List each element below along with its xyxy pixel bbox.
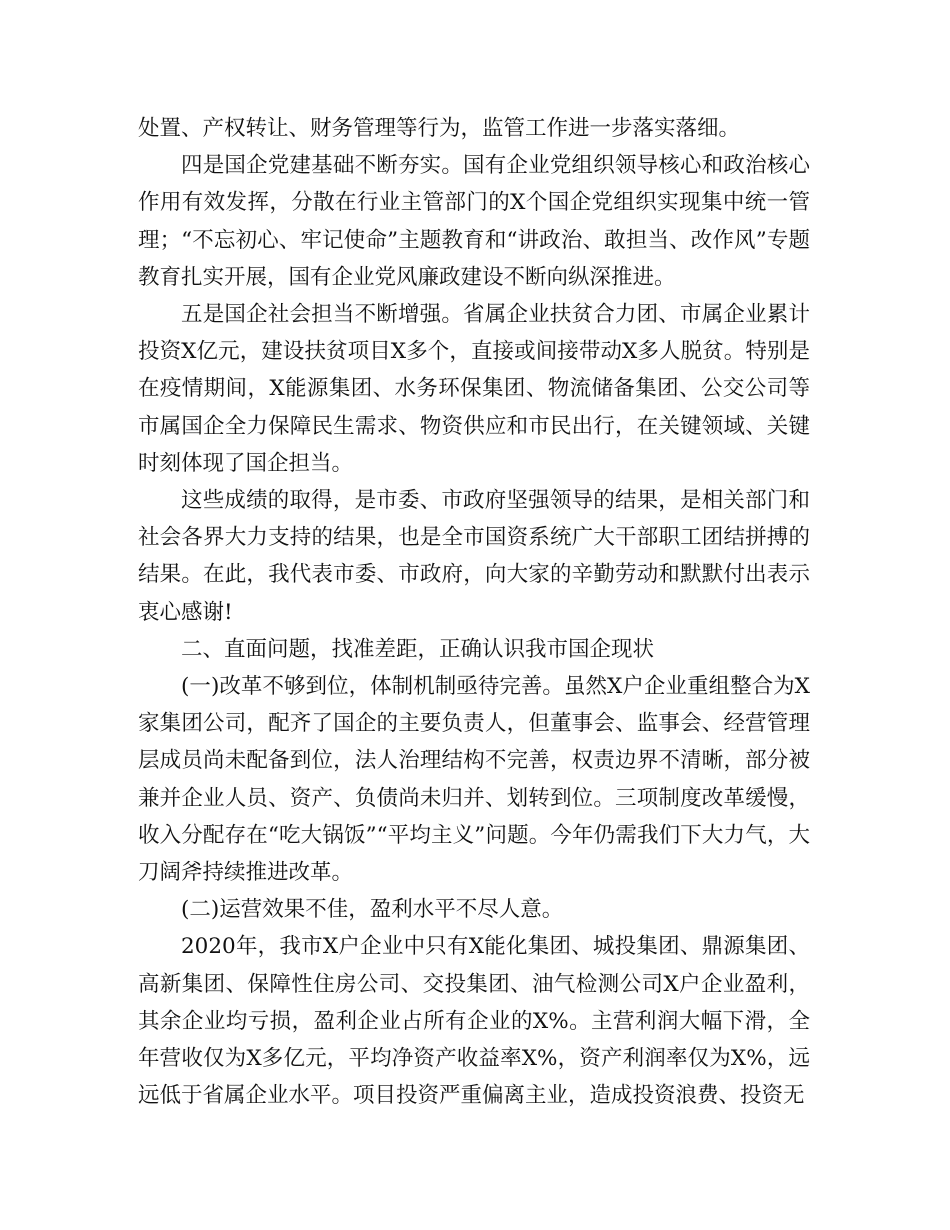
paragraph-social-responsibility: 五是国企社会担当不断增强。省属企业扶贫合力团、市属企业累计投资X亿元，建设扶贫项目X多个，直接或间接带动X多人脱贫。特别是在疫情期间，X能源集团、水务环保集团、物流储备集团、公交公司等市属国企全力保障民生需求、物资供应和市民出行，在关键领域、关键时刻体现了国企担当。 [138, 302, 810, 476]
paragraph-continued: 处置、产权转让、财务管理等行为，监管工作进一步落实落细。 [138, 116, 741, 141]
paragraph-operations: 2020年，我市X户企业中只有X能化集团、城投集团、鼎源集团、高新集团、保障性住房公司、交投集团、油气检测公司X户企业盈利，其余企业均亏损，盈利企业占所有企业的X%。主营利润大幅下滑，全年营收仅为X多亿元，平均净资产收益率X%，资产利润率仅为X%，远远低于省属企业水平。项目投资严重偏离主业，造成投资浪费、投资无 [138, 934, 810, 1109]
paragraph-reform-issues: (一)改革不够到位，体制机制亟待完善。虽然X户企业重组整合为X家集团公司，配齐了国企的主要负责人，但董事会、监事会、经营管理层成员尚未配备到位，法人治理结构不完善，权责边界不清晰，部分被兼并企业人员、资产、负债尚未归并、划转到位。三项制度改革缓慢，收入分配存在“吃大锅饭”“平均主义”问题。今年仍需我们下大力气，大刀阔斧持续推进改革。 [138, 674, 810, 886]
subheading-operations: (二)运营效果不佳，盈利水平不尽人意。 [181, 897, 564, 923]
paragraph-acknowledgement: 这些成绩的取得，是市委、市政府坚强领导的结果，是相关部门和社会各界大力支持的结果，也是全市国资系统广大干部职工团结拼搏的结果。在此，我代表市委、市政府，向大家的辛勤劳动和默默付出表示衷心感谢! [138, 488, 810, 625]
section-heading: 二、直面问题，找准差距，正确认识我市国企现状 [181, 636, 655, 662]
document-body [138, 110, 810, 1114]
paragraph-party-building: 四是国企党建基础不断夯实。国有企业党组织领导核心和政治核心作用有效发挥，分散在行业主管部门的X个国企党组织实现集中统一管理；“不忘初心、牢记使命”主题教育和“讲政治、敢担当、改作风”专题教育扎实开展，国有企业党风廉政建设不断向纵深推进。 [138, 153, 810, 290]
